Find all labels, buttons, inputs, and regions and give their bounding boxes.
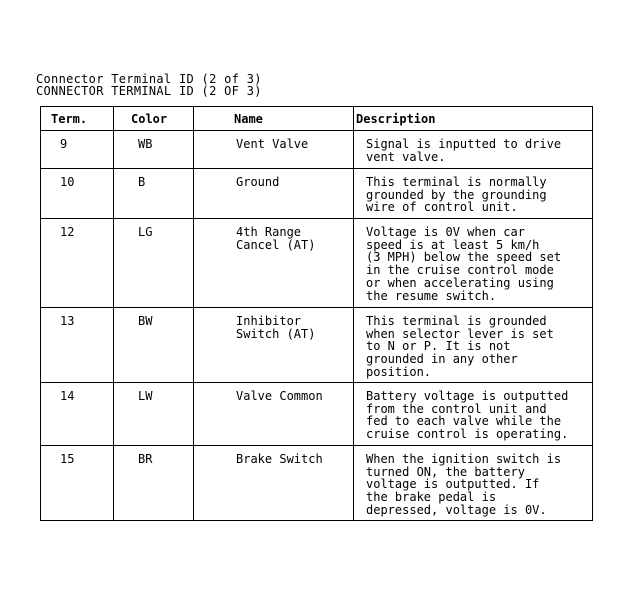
term-cell: 9 <box>41 131 114 169</box>
term-cell: 10 <box>41 169 114 219</box>
color-cell: BW <box>114 308 194 383</box>
name-cell: Ground <box>194 169 354 219</box>
name-cell: Inhibitor Switch (AT) <box>194 308 354 383</box>
table-row <box>41 383 593 446</box>
table-row <box>41 169 593 219</box>
description-cell: When the ignition switch is turned ON, the battery voltage is outputted. If the brake pedal is depressed, voltage is 0V. <box>354 446 593 521</box>
term-cell: 13 <box>41 308 114 383</box>
table-row <box>41 308 593 383</box>
header-name: Name <box>194 107 354 131</box>
term-cell: 14 <box>41 383 114 446</box>
document-title-uppercase: CONNECTOR TERMINAL ID (2 OF 3) <box>36 84 262 98</box>
color-cell: BR <box>114 446 194 521</box>
name-cell: Valve Common <box>194 383 354 446</box>
name-cell: Brake Switch <box>194 446 354 521</box>
term-cell: 15 <box>41 446 114 521</box>
description-cell: This terminal is grounded when selector lever is set to N or P. It is not grounded in any other position. <box>354 308 593 383</box>
header-term: Term. <box>41 107 114 131</box>
term-cell: 12 <box>41 219 114 308</box>
description-cell: Signal is inputted to drive vent valve. <box>354 131 593 169</box>
connector-terminal-table <box>40 106 593 521</box>
header-color: Color <box>114 107 194 131</box>
description-cell: This terminal is normally grounded by the grounding wire of control unit. <box>354 169 593 219</box>
description-cell: Voltage is 0V when car speed is at least 5 km/h (3 MPH) below the speed set in the cruise control mode or when accelerating using the resume switch. <box>354 219 593 308</box>
color-cell: B <box>114 169 194 219</box>
table-header-row <box>41 107 593 131</box>
name-cell: 4th Range Cancel (AT) <box>194 219 354 308</box>
color-cell: LW <box>114 383 194 446</box>
header-description: Description <box>354 107 593 131</box>
document-title: Connector Terminal ID (2 of 3) <box>36 72 262 86</box>
table-row <box>41 446 593 521</box>
table-row <box>41 131 593 169</box>
color-cell: WB <box>114 131 194 169</box>
color-cell: LG <box>114 219 194 308</box>
table-row <box>41 219 593 308</box>
description-cell: Battery voltage is outputted from the control unit and fed to each valve while the cruise control is operating. <box>354 383 593 446</box>
name-cell: Vent Valve <box>194 131 354 169</box>
document-title-block <box>36 73 262 97</box>
